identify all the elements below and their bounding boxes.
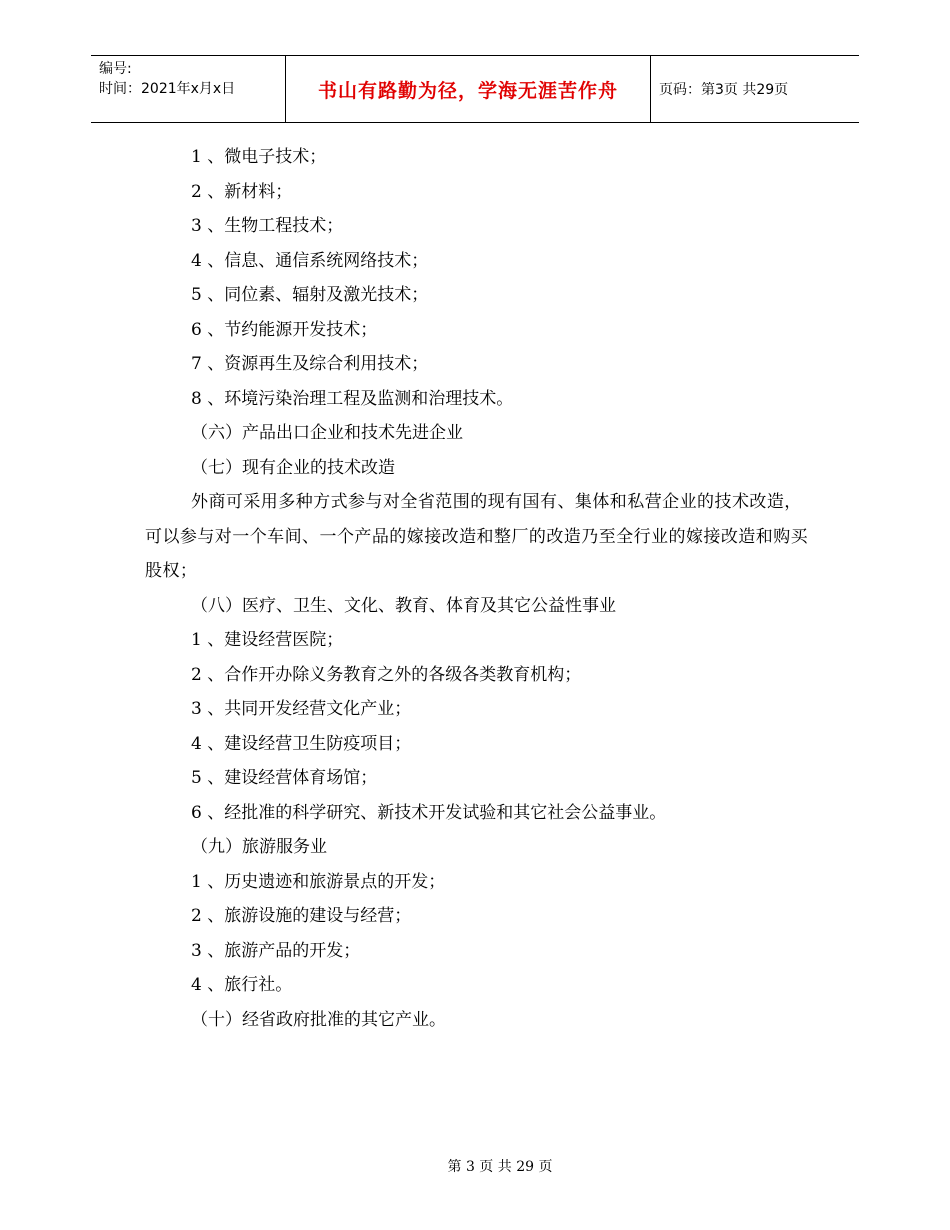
list-item: 1 、微电子技术；: [191, 147, 327, 167]
page-footer: 第 3 页 共 29 页: [447, 1159, 553, 1175]
section-heading: （十）经省政府批准的其它产业。: [191, 1009, 446, 1030]
section-heading: （八）医疗、卫生、文化、教育、体育及其它公益性事业: [191, 595, 616, 616]
list-item: 2 、新材料；: [191, 181, 293, 202]
header-meta: [99, 59, 235, 99]
section-heading: （七）现有企业的技术改造: [191, 457, 395, 478]
list-item: 1 、历史遗迹和旅游景点的开发；: [191, 871, 446, 892]
header-page-info: 页码：第3页 共29页: [659, 82, 789, 98]
document-number-label: 编号:: [99, 61, 132, 77]
list-item: 5 、建设经营体育场馆；: [191, 768, 378, 788]
list-item: 4 、信息、通信系统网络技术；: [191, 250, 429, 271]
list-item: 4 、建设经营卫生防疫项目；: [191, 733, 412, 754]
list-item: 1 、建设经营医院；: [191, 630, 344, 650]
list-item: 3 、共同开发经营文化产业；: [191, 699, 412, 719]
list-item: 2 、旅游设施的建设与经营；: [191, 906, 412, 926]
list-item: 3 、生物工程技术；: [191, 216, 344, 236]
list-item: 2 、合作开办除义务教育之外的各级各类教育机构；: [191, 664, 582, 685]
list-item: 7 、资源再生及综合利用技术；: [191, 354, 429, 374]
header-motto: 书山有路勤为径，学海无涯苦作舟: [285, 56, 651, 122]
list-item: 4 、旅行社。: [191, 975, 293, 995]
section-heading: （六）产品出口企业和技术先进企业: [191, 423, 463, 443]
document-body: [145, 140, 815, 1037]
section-heading: （九）旅游服务业: [191, 837, 327, 857]
list-item: 6 、节约能源开发技术；: [191, 319, 378, 340]
list-item: 8 、环境污染治理工程及监测和治理技术。: [191, 388, 514, 409]
document-time-label: 时间：2021年x月x日: [99, 81, 236, 97]
list-item: 3 、旅游产品的开发；: [191, 940, 361, 961]
list-item: 5 、同位素、辐射及激光技术；: [191, 285, 429, 305]
page-header: [91, 55, 859, 123]
list-item: 6 、经批准的科学研究、新技术开发试验和其它社会公益事业。: [191, 802, 667, 823]
body-paragraph: 外商可采用多种方式参与对全省范围的现有国有、集体和私营企业的技术改造，可以参与对一个车间、一个产品的嫁接改造和整厂的改造乃至全行业的嫁接改造和购买股权；: [145, 492, 809, 581]
